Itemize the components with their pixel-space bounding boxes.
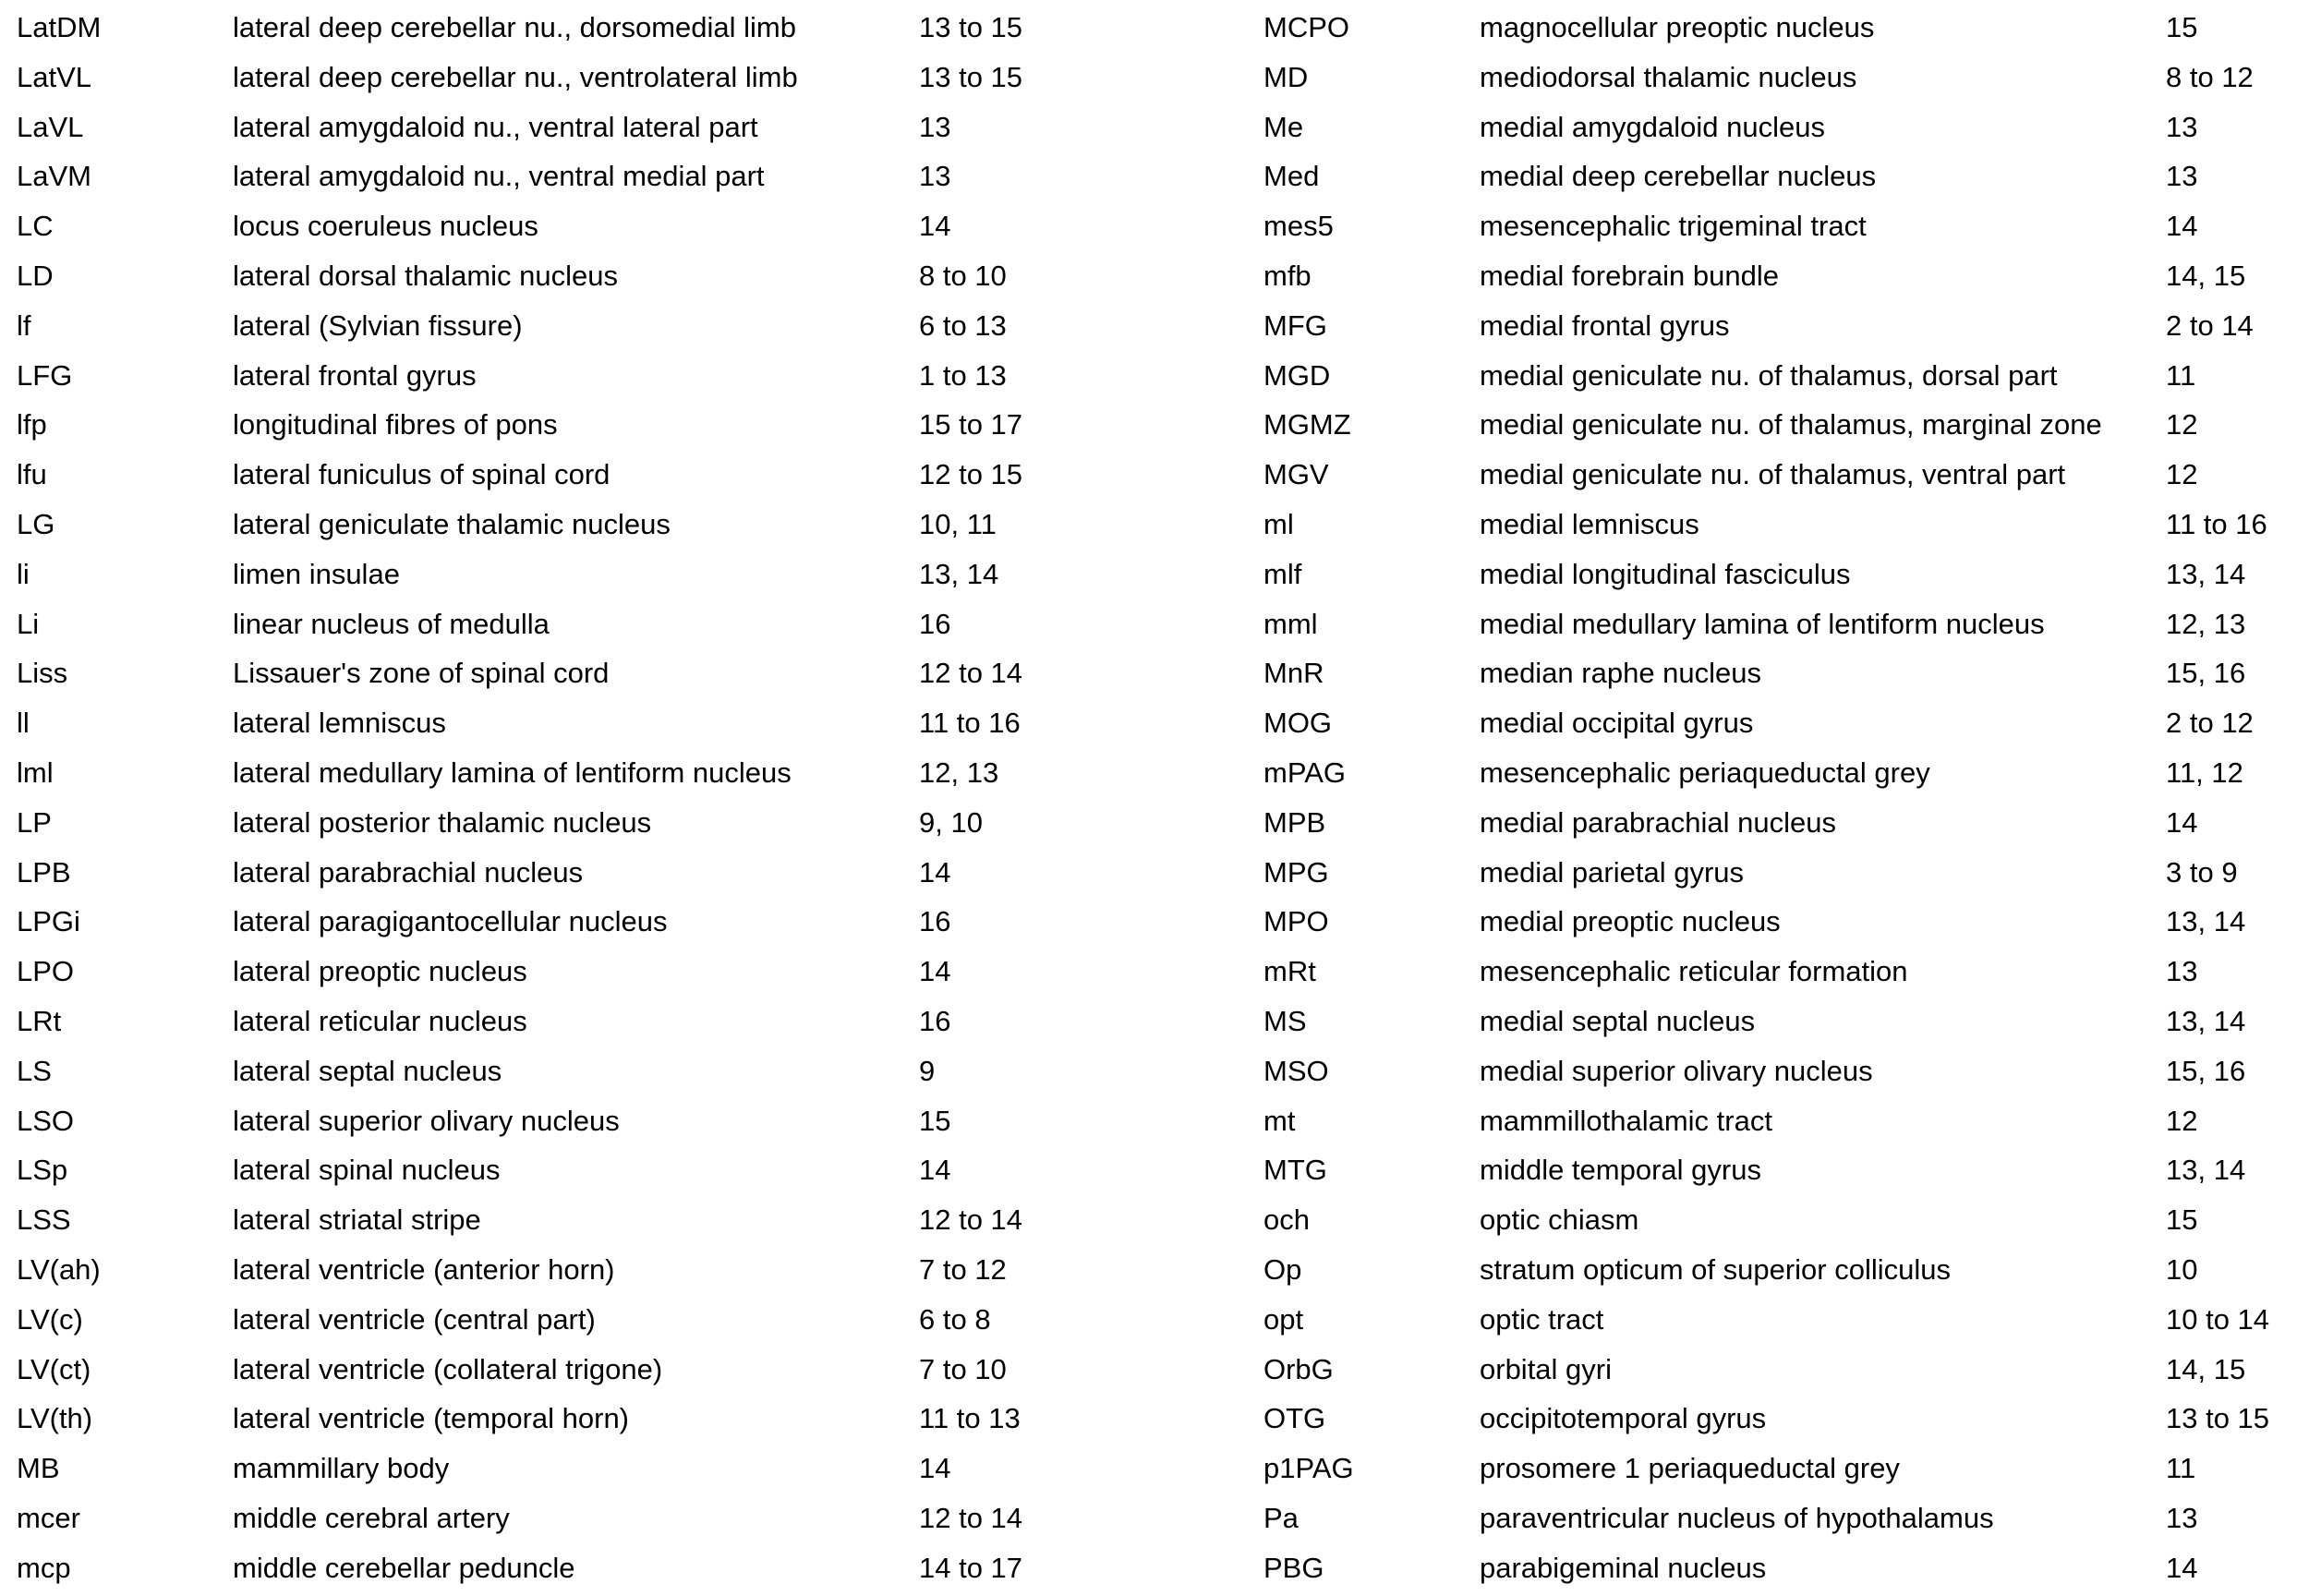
figure-range: 14 bbox=[919, 955, 951, 988]
figure-range: 13, 14 bbox=[2166, 1154, 2246, 1187]
abbreviation: Li bbox=[17, 607, 40, 640]
structure-name: medial parietal gyrus bbox=[1480, 855, 1745, 889]
figure-range: 15 bbox=[919, 1104, 951, 1137]
structure-name: lateral amygdaloid nu., ventral medial part bbox=[233, 160, 765, 193]
structure-name: stratum opticum of superior colliculus bbox=[1480, 1252, 1951, 1286]
figure-range: 12 bbox=[2166, 458, 2198, 491]
structure-name: mesencephalic periaqueductal grey bbox=[1480, 756, 1930, 789]
structure-name: medial parabrachial nucleus bbox=[1480, 805, 1837, 839]
figure-range: 2 to 12 bbox=[2166, 707, 2254, 740]
figure-range: 2 to 14 bbox=[2166, 308, 2254, 342]
structure-name: medial geniculate nu. of thalamus, dorsal part bbox=[1480, 358, 2058, 392]
abbreviation: ll bbox=[17, 707, 30, 740]
abbreviation: mPAG bbox=[1263, 756, 1346, 789]
structure-name: mesencephalic trigeminal tract bbox=[1480, 210, 1867, 243]
structure-name: lateral septal nucleus bbox=[233, 1054, 502, 1087]
figure-range: 12 bbox=[2166, 1104, 2198, 1137]
figure-range: 13 bbox=[2166, 110, 2198, 143]
abbreviation: MGV bbox=[1263, 458, 1329, 491]
figure-range: 14 bbox=[919, 855, 951, 889]
abbreviation: MCPO bbox=[1263, 11, 1349, 43]
structure-name: optic tract bbox=[1480, 1302, 1604, 1336]
structure-name: lateral frontal gyrus bbox=[233, 358, 477, 392]
abbreviation: MOG bbox=[1263, 707, 1333, 740]
figure-range: 9 bbox=[919, 1054, 936, 1087]
figure-range: 16 bbox=[919, 1004, 951, 1037]
structure-name: medial superior olivary nucleus bbox=[1480, 1054, 1873, 1087]
structure-name: median raphe nucleus bbox=[1480, 657, 1762, 690]
abbreviation: LV(ah) bbox=[17, 1252, 101, 1286]
abbreviation: Liss bbox=[17, 657, 68, 690]
abbreviation: opt bbox=[1263, 1302, 1304, 1336]
structure-name: lateral funiculus of spinal cord bbox=[233, 458, 610, 491]
abbreviation: mfb bbox=[1263, 259, 1312, 292]
figure-range: 15, 16 bbox=[2166, 1054, 2246, 1087]
abbreviation: och bbox=[1263, 1203, 1310, 1237]
abbreviation: MD bbox=[1263, 60, 1309, 93]
figure-range: 14 bbox=[919, 1452, 951, 1485]
figure-range: 13 bbox=[2166, 955, 2198, 988]
abbreviation: LSS bbox=[17, 1203, 71, 1237]
figure-range: 14 bbox=[2166, 210, 2198, 243]
figure-range: 15 bbox=[2166, 11, 2198, 43]
abbreviation: p1PAG bbox=[1263, 1452, 1354, 1485]
figure-range: 10 to 14 bbox=[2166, 1302, 2270, 1336]
structure-name: orbital gyri bbox=[1480, 1352, 1612, 1385]
figure-range: 13 to 15 bbox=[2166, 1402, 2270, 1435]
structure-name: mediodorsal thalamic nucleus bbox=[1480, 60, 1857, 93]
structure-name: medial occipital gyrus bbox=[1480, 707, 1754, 740]
abbreviation: LPB bbox=[17, 855, 71, 889]
structure-name: optic chiasm bbox=[1480, 1203, 1639, 1237]
structure-name: medial preoptic nucleus bbox=[1480, 905, 1781, 938]
structure-name: lateral dorsal thalamic nucleus bbox=[233, 259, 618, 292]
structure-name: lateral posterior thalamic nucleus bbox=[233, 805, 652, 839]
structure-name: lateral medullary lamina of lentiform nucleus bbox=[233, 756, 792, 789]
abbreviation: LPGi bbox=[17, 905, 80, 938]
abbreviation: ml bbox=[1263, 507, 1294, 540]
structure-name: medial amygdaloid nucleus bbox=[1480, 110, 1825, 143]
abbreviation: LRt bbox=[17, 1004, 62, 1037]
figure-range: 14 bbox=[2166, 1551, 2198, 1584]
structure-name: linear nucleus of medulla bbox=[233, 607, 550, 640]
structure-name: lateral ventricle (anterior horn) bbox=[233, 1252, 615, 1286]
structure-name: lateral reticular nucleus bbox=[233, 1004, 527, 1037]
abbreviation: lf bbox=[17, 308, 31, 342]
abbreviation: Me bbox=[1263, 110, 1304, 143]
figure-range: 12, 13 bbox=[2166, 607, 2246, 640]
abbreviation: OTG bbox=[1263, 1402, 1326, 1435]
structure-name: lateral parabrachial nucleus bbox=[233, 855, 584, 889]
structure-name: lateral ventricle (central part) bbox=[233, 1302, 596, 1336]
figure-range: 11 bbox=[2166, 358, 2196, 392]
abbreviation: MB bbox=[17, 1452, 60, 1485]
abbreviation: LaVL bbox=[17, 110, 84, 143]
abbreviation: mt bbox=[1263, 1104, 1296, 1137]
figure-range: 13 bbox=[919, 160, 951, 193]
abbreviation: MGMZ bbox=[1263, 408, 1351, 441]
structure-name: medial deep cerebellar nucleus bbox=[1480, 160, 1877, 193]
structure-name: lateral deep cerebellar nu., dorsomedial limb bbox=[233, 11, 796, 43]
figure-range: 13, 14 bbox=[2166, 557, 2246, 590]
abbreviation: MGD bbox=[1263, 358, 1331, 392]
abbreviation: mes5 bbox=[1263, 210, 1334, 243]
figure-range: 11 to 16 bbox=[2166, 507, 2267, 540]
figure-range: 13 to 15 bbox=[919, 11, 1023, 43]
structure-name: lateral (Sylvian fissure) bbox=[233, 308, 523, 342]
figure-range: 7 to 10 bbox=[919, 1352, 1007, 1385]
structure-name: lateral amygdaloid nu., ventral lateral part bbox=[233, 110, 758, 143]
figure-range: 1 to 13 bbox=[919, 358, 1007, 392]
structure-name: limen insulae bbox=[233, 557, 400, 590]
abbreviation: MPG bbox=[1263, 855, 1329, 889]
abbreviation: lfu bbox=[17, 458, 47, 491]
figure-range: 12 to 14 bbox=[919, 657, 1023, 690]
abbreviation: MPB bbox=[1263, 805, 1326, 839]
structure-name: locus coeruleus nucleus bbox=[233, 210, 538, 243]
figure-range: 11 bbox=[2166, 1452, 2196, 1485]
structure-name: paraventricular nucleus of hypothalamus bbox=[1480, 1501, 1994, 1534]
abbreviation: li bbox=[17, 557, 30, 590]
abbreviation: MPO bbox=[1263, 905, 1329, 938]
abbreviation: LC bbox=[17, 210, 54, 243]
abbreviation: LP bbox=[17, 805, 52, 839]
structure-name: medial longitudinal fasciculus bbox=[1480, 557, 1851, 590]
figure-range: 6 to 13 bbox=[919, 308, 1007, 342]
figure-range: 6 to 8 bbox=[919, 1302, 991, 1336]
abbreviation: mcer bbox=[17, 1501, 80, 1534]
abbreviation: LPO bbox=[17, 955, 75, 988]
abbreviation: LV(ct) bbox=[17, 1352, 91, 1385]
figure-range: 16 bbox=[919, 607, 951, 640]
structure-name: middle cerebral artery bbox=[233, 1501, 510, 1534]
figure-range: 13 bbox=[2166, 160, 2198, 193]
structure-name: medial frontal gyrus bbox=[1480, 308, 1730, 342]
abbreviation: mml bbox=[1263, 607, 1318, 640]
structure-name: lateral striatal stripe bbox=[233, 1203, 481, 1237]
structure-name: lateral spinal nucleus bbox=[233, 1154, 501, 1187]
figure-range: 12 to 14 bbox=[919, 1501, 1023, 1534]
figure-range: 12 to 14 bbox=[919, 1203, 1023, 1237]
abbreviation: PBG bbox=[1263, 1551, 1324, 1584]
abbreviation: MnR bbox=[1263, 657, 1324, 690]
figure-range: 16 bbox=[919, 905, 951, 938]
figure-range: 8 to 12 bbox=[2166, 60, 2254, 93]
figure-range: 13, 14 bbox=[919, 557, 999, 590]
abbreviation: LV(c) bbox=[17, 1302, 83, 1336]
figure-range: 14 bbox=[919, 1154, 951, 1187]
structure-name: magnocellular preoptic nucleus bbox=[1480, 11, 1875, 43]
structure-name: occipitotemporal gyrus bbox=[1480, 1402, 1767, 1435]
figure-range: 7 to 12 bbox=[919, 1252, 1007, 1286]
figure-range: 15 to 17 bbox=[919, 408, 1023, 441]
figure-range: 12 to 15 bbox=[919, 458, 1023, 491]
structure-name: lateral geniculate thalamic nucleus bbox=[233, 507, 671, 540]
figure-range: 14 bbox=[919, 210, 951, 243]
structure-name: lateral superior olivary nucleus bbox=[233, 1104, 620, 1137]
structure-name: lateral ventricle (temporal horn) bbox=[233, 1402, 630, 1435]
figure-range: 11 to 13 bbox=[919, 1402, 1021, 1435]
abbreviation: lml bbox=[17, 756, 54, 789]
figure-range: 13 bbox=[919, 110, 951, 143]
figure-range: 13, 14 bbox=[2166, 1004, 2246, 1037]
abbreviation: Med bbox=[1263, 160, 1320, 193]
abbreviation: MSO bbox=[1263, 1054, 1329, 1087]
figure-range: 10, 11 bbox=[919, 507, 997, 540]
structure-name: lateral paragigantocellular nucleus bbox=[233, 905, 668, 938]
abbreviation: LD bbox=[17, 259, 54, 292]
figure-range: 13, 14 bbox=[2166, 905, 2246, 938]
structure-name: longitudinal fibres of pons bbox=[233, 408, 558, 441]
abbreviation: LaVM bbox=[17, 160, 91, 193]
figure-range: 15, 16 bbox=[2166, 657, 2246, 690]
abbreviation: MTG bbox=[1263, 1154, 1327, 1187]
structure-name: Lissauer's zone of spinal cord bbox=[233, 657, 610, 690]
structure-name: lateral preoptic nucleus bbox=[233, 955, 527, 988]
figure-range: 3 to 9 bbox=[2166, 855, 2238, 889]
figure-range: 13 to 15 bbox=[919, 60, 1023, 93]
abbreviation: Op bbox=[1263, 1252, 1302, 1286]
abbreviation: mlf bbox=[1263, 557, 1302, 590]
abbreviation: mcp bbox=[17, 1551, 71, 1584]
abbreviation: Pa bbox=[1263, 1501, 1299, 1534]
figure-range: 15 bbox=[2166, 1203, 2198, 1237]
structure-name: mammillothalamic tract bbox=[1480, 1104, 1772, 1137]
abbreviation: LV(th) bbox=[17, 1402, 93, 1435]
abbreviation: LSp bbox=[17, 1154, 68, 1187]
abbreviation: MFG bbox=[1263, 308, 1327, 342]
structure-name: medial geniculate nu. of thalamus, marginal zone bbox=[1480, 408, 2102, 441]
structure-name: medial medullary lamina of lentiform nucleus bbox=[1480, 607, 2045, 640]
structure-name: mammillary body bbox=[233, 1452, 450, 1485]
abbreviation: LatDM bbox=[17, 11, 102, 43]
structure-name: prosomere 1 periaqueductal grey bbox=[1480, 1452, 1900, 1485]
abbreviation: lfp bbox=[17, 408, 47, 441]
figure-range: 14 bbox=[2166, 805, 2198, 839]
figure-range: 13 bbox=[2166, 1501, 2198, 1534]
structure-name: medial geniculate nu. of thalamus, ventral part bbox=[1480, 458, 2066, 491]
abbreviation: LG bbox=[17, 507, 55, 540]
abbreviation: LSO bbox=[17, 1104, 75, 1137]
figure-range: 8 to 10 bbox=[919, 259, 1007, 292]
figure-range: 9, 10 bbox=[919, 805, 983, 839]
structure-name: medial septal nucleus bbox=[1480, 1004, 1756, 1037]
structure-name: lateral lemniscus bbox=[233, 707, 446, 740]
abbreviation: mRt bbox=[1263, 955, 1316, 988]
structure-name: mesencephalic reticular formation bbox=[1480, 955, 1908, 988]
abbreviation: LatVL bbox=[17, 60, 92, 93]
figure-range: 10 bbox=[2166, 1252, 2198, 1286]
structure-name: medial lemniscus bbox=[1480, 507, 1699, 540]
structure-name: parabigeminal nucleus bbox=[1480, 1551, 1767, 1584]
abbreviation: OrbG bbox=[1263, 1352, 1334, 1385]
abbreviation: LS bbox=[17, 1054, 52, 1087]
structure-name: middle temporal gyrus bbox=[1480, 1154, 1761, 1187]
figure-range: 14 to 17 bbox=[919, 1551, 1023, 1584]
figure-range: 14, 15 bbox=[2166, 259, 2246, 292]
structure-name: middle cerebellar peduncle bbox=[233, 1551, 575, 1584]
abbreviation: LFG bbox=[17, 358, 73, 392]
figure-range: 14, 15 bbox=[2166, 1352, 2246, 1385]
structure-name: lateral deep cerebellar nu., ventrolateral limb bbox=[233, 60, 798, 93]
abbreviation: MS bbox=[1263, 1004, 1307, 1037]
figure-range: 11, 12 bbox=[2166, 756, 2243, 789]
figure-range: 11 to 16 bbox=[919, 707, 1021, 740]
figure-range: 12, 13 bbox=[919, 756, 999, 789]
structure-name: medial forebrain bundle bbox=[1480, 259, 1779, 292]
structure-name: lateral ventricle (collateral trigone) bbox=[233, 1352, 663, 1385]
figure-range: 12 bbox=[2166, 408, 2198, 441]
